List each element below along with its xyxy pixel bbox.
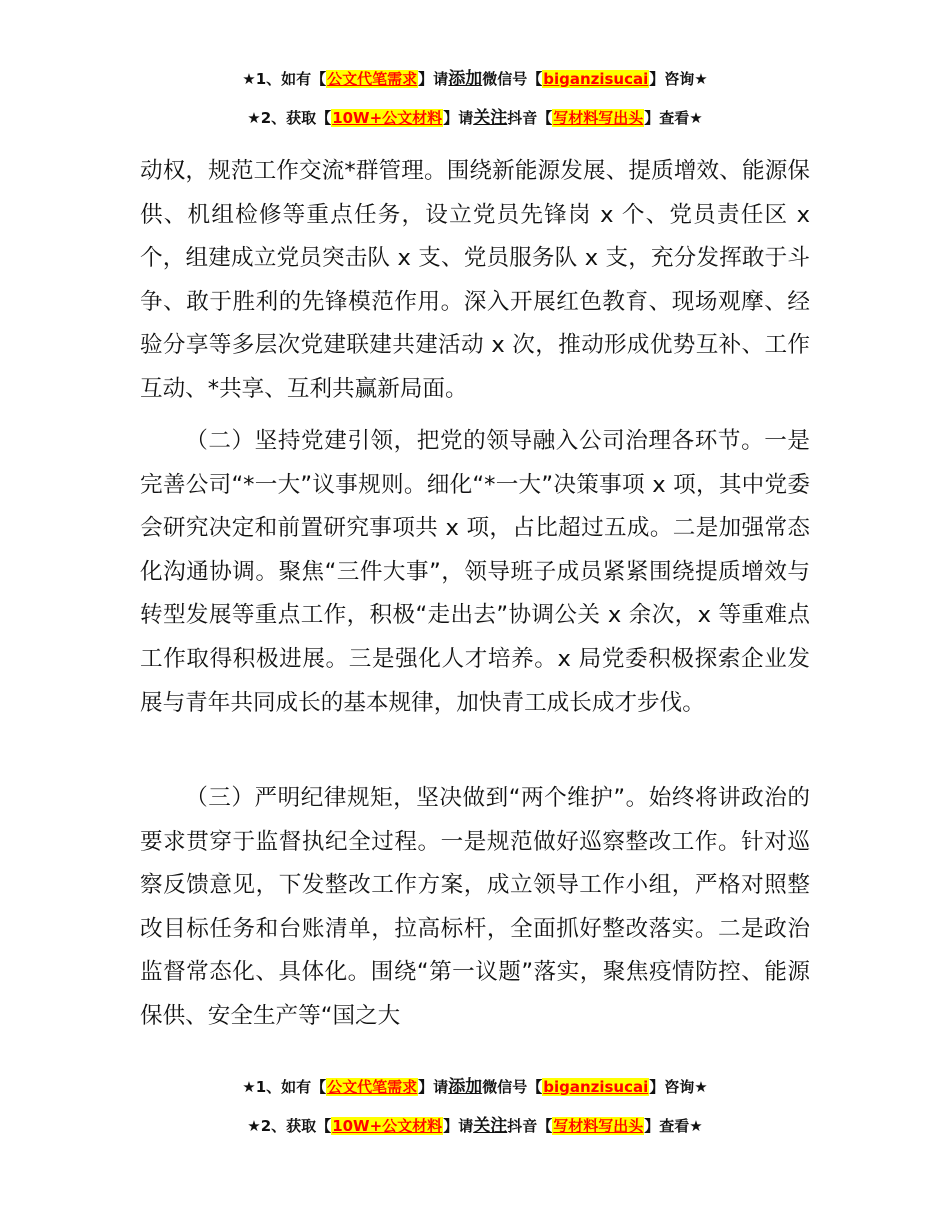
promo-text: 】请	[443, 1117, 474, 1135]
body-paragraph-1: 动权，规范工作交流*群管理。围绕新能源发展、提质增效、能源保供、机组检修等重点任务，设立党员先锋岗 x 个、党员责任区 x 个，组建成立党员突击队 x 支、党员服务队 x 支，充分发挥敢于斗争、敢于胜利的先锋模范作用。深入开展红色教育、现场观摩、经验分享等多层次党建联建共建活动 x 次，推动形成优势互补、工作互动、*共享、互利共赢新局面。	[140, 158, 810, 402]
promo-highlight-wechat-id: biganzisucai	[543, 1078, 649, 1096]
promo-text: 】请	[443, 109, 474, 127]
promo-highlight-service: 公文代笔需求	[327, 70, 418, 88]
promo-text: 抖音【	[507, 1117, 553, 1135]
promo-highlight-douyin-account: 写材料写出头	[553, 109, 644, 127]
promo-highlight-materials: 10W+公文材料	[332, 109, 443, 127]
promo-header-line-2	[0, 107, 950, 129]
promo-highlight-materials: 10W+公文材料	[332, 1117, 443, 1135]
promo-underlined-word: 添加	[448, 1077, 483, 1097]
promo-underlined-word: 添加	[448, 69, 483, 89]
promo-tail: 】查看★	[644, 1117, 703, 1135]
promo-lead: ★1、如有【	[242, 70, 327, 88]
promo-underlined-word: 关注	[473, 108, 508, 128]
body-paragraph-2: （二）坚持党建引领，把党的领导融入公司治理各环节。一是完善公司“*一大”议事规则。细化“*一大”决策事项 x 项，其中党委会研究决定和前置研究事项共 x 项，占比超过五成。二是加强常态化沟通协调。聚焦“三件大事”，领导班子成员紧紧围绕提质增效与转型发展等重点工作，积极“走出去”协调公关 x 余次，x 等重难点工作取得积极进展。三是强化人才培养。x 局党委积极探索企业发展与青年共同成长的基本规律，加快青工成长成才步伐。	[140, 428, 810, 716]
promo-lead: ★2、获取【	[247, 1117, 332, 1135]
promo-text: 】请	[418, 1078, 449, 1096]
promo-lead: ★1、如有【	[242, 1078, 327, 1096]
promo-highlight-service: 公文代笔需求	[327, 1078, 418, 1096]
body-paragraph-3: （三）严明纪律规矩，坚决做到“两个维护”。始终将讲政治的要求贯穿于监督执纪全过程。一是规范做好巡察整改工作。针对巡察反馈意见，下发整改工作方案，成立领导工作小组，严格对照整改目标任务和台账清单，拉高标杆，全面抓好整改落实。二是政治监督常态化、具体化。围绕“第一议题”落实，聚焦疫情防控、能源保供、安全生产等“国之大	[140, 785, 810, 1029]
promo-footer-line-1	[0, 1076, 950, 1098]
promo-footer-line-2	[0, 1115, 950, 1137]
promo-tail: 】查看★	[644, 109, 703, 127]
promo-text: 微信号【	[482, 70, 543, 88]
promo-text: 】请	[418, 70, 449, 88]
promo-header-line-1	[0, 68, 950, 90]
promo-tail: 】咨询★	[649, 1078, 708, 1096]
promo-lead: ★2、获取【	[247, 109, 332, 127]
promo-underlined-word: 关注	[473, 1116, 508, 1136]
promo-highlight-wechat-id: biganzisucai	[543, 70, 649, 88]
promo-tail: 】咨询★	[649, 70, 708, 88]
promo-text: 抖音【	[507, 109, 553, 127]
promo-highlight-douyin-account: 写材料写出头	[553, 1117, 644, 1135]
promo-text: 微信号【	[482, 1078, 543, 1096]
